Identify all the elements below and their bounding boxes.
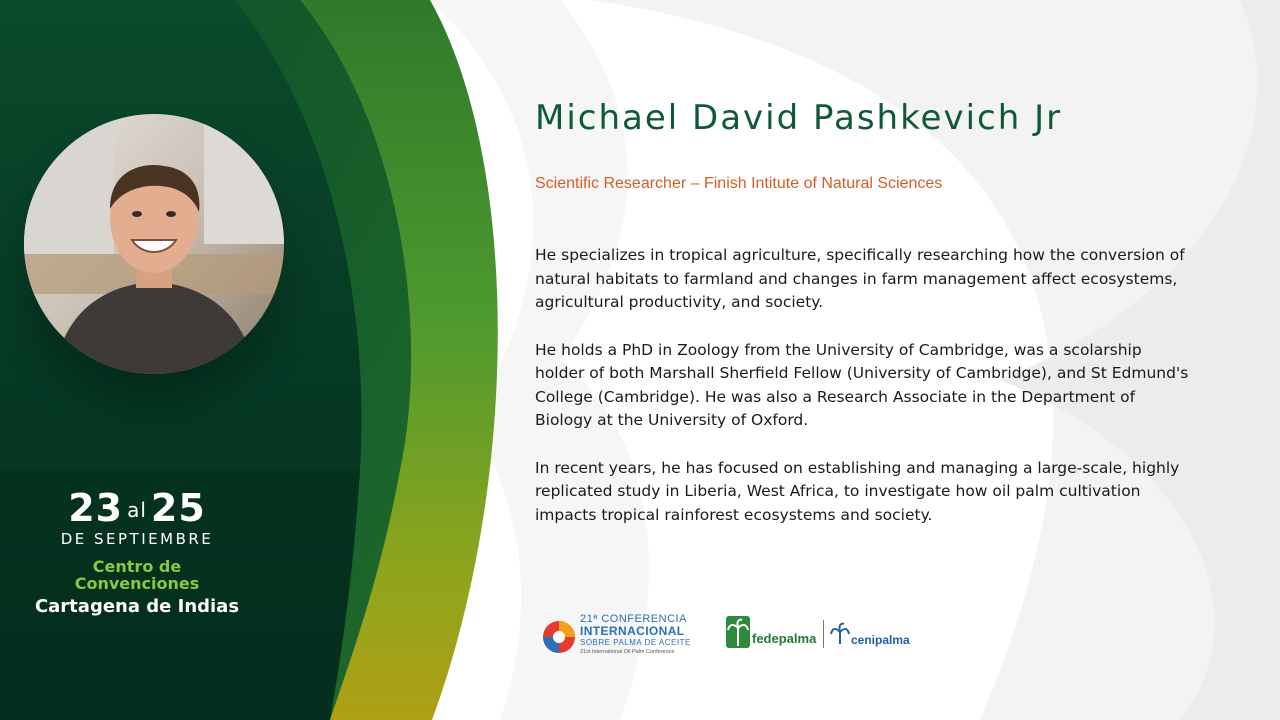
venue-line-2: Convenciones	[74, 574, 200, 593]
speaker-name: Michael David Pashkevich Jr	[535, 98, 1063, 138]
venue-line-1: Centro de	[92, 557, 182, 576]
day-start: 23	[68, 486, 124, 530]
conference-line-2: INTERNACIONAL	[580, 624, 685, 638]
bio-paragraph: He holds a PhD in Zoology from the University of Cambridge, was a scolarship holder of both Marshall Sherfield Fellow (University of Cambridge), and St Edmund's College (Cambridge). He was also a Research Associate in the Department of Biology at the University of Oxford.	[535, 340, 1189, 429]
fedepalma-text: fedepalma	[752, 631, 817, 646]
event-city: Cartagena de Indias	[34, 596, 240, 617]
conference-line-4: 21st International Oil Palm Conference	[580, 649, 675, 655]
event-month: DE SEPTIEMBRE	[60, 530, 214, 548]
day-end: 25	[150, 486, 206, 530]
speaker-role: Scientific Researcher – Finish Intitute of Natural Sciences	[535, 175, 943, 192]
event-info	[0, 486, 274, 617]
palm-tree-icon	[726, 616, 750, 648]
conference-logo	[540, 612, 700, 662]
cenipalma-text: cenipalma	[851, 633, 910, 647]
cenipalma-emblem-icon	[830, 622, 850, 646]
bio-paragraph: In recent years, he has focused on establishing and managing a large-scale, highly replicated study in Liberia, West Africa, to investigate how oil palm cultivation impacts tropical rainforest ecosystems and society.	[535, 458, 1180, 524]
speaker-photo	[24, 114, 284, 374]
speaker-bio	[535, 244, 1195, 551]
conference-line-3: SOBRE PALMA DE ACEITE	[580, 638, 691, 647]
conference-emblem-icon	[542, 620, 576, 654]
logo-divider	[823, 620, 824, 648]
date-connector: al	[127, 498, 147, 522]
event-venue	[0, 558, 274, 592]
conference-line-1: 21ª CONFERENCIA	[580, 613, 687, 625]
bio-paragraph: He specializes in tropical agriculture, specifically researching how the conversion of natural habitats to farmland and changes in farm management affect ecosystems, agricultural productivity, and society.	[535, 246, 1185, 311]
event-dates	[0, 486, 274, 532]
